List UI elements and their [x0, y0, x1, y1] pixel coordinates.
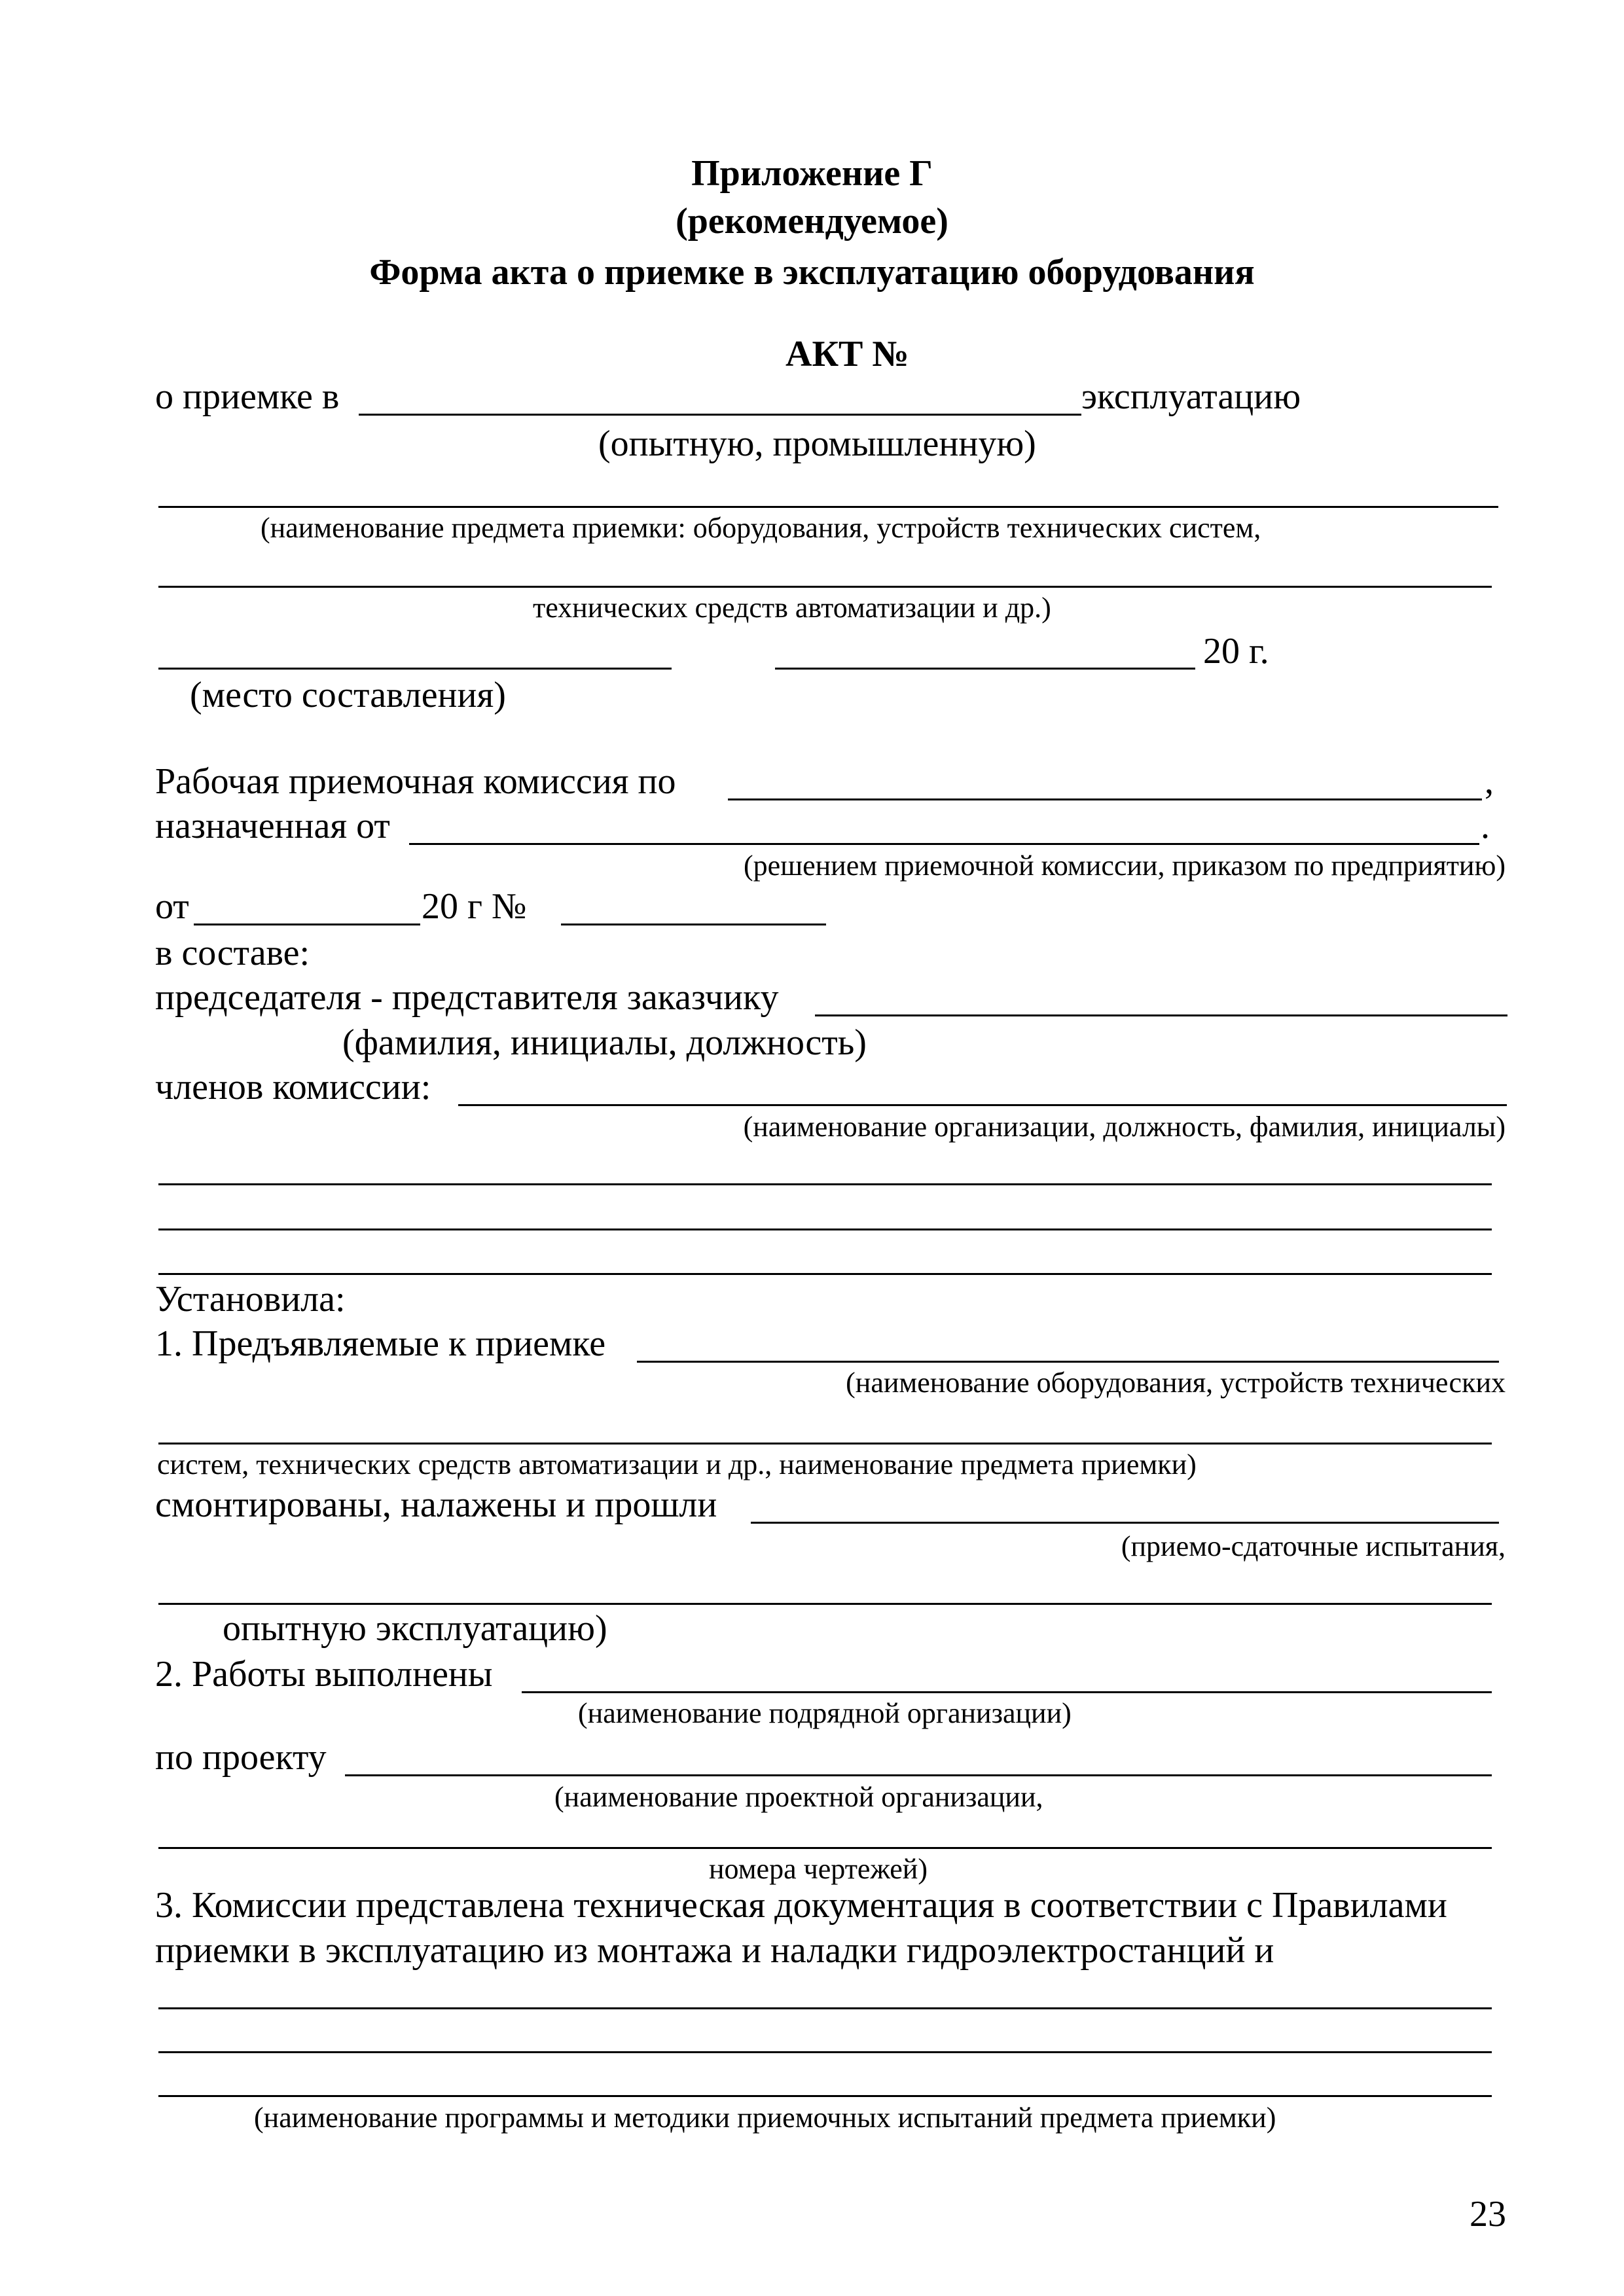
members-blank-line-3 — [158, 1229, 1492, 1230]
item3-line-1: 3. Комиссии представлена техническая документация в соответствии с Правилами — [155, 1885, 1447, 1926]
subject-blank-line-2 — [158, 586, 1492, 588]
appendix-status: (рекомендуемое) — [676, 201, 948, 242]
item2-hint: (наименование подрядной организации) — [578, 1697, 1072, 1729]
established-label: Установила: — [155, 1279, 346, 1319]
working-commission-blank-line — [728, 798, 1482, 800]
mounted-hint: (приемо-сдаточные испытания, — [1121, 1530, 1506, 1562]
item2-prefix: 2. Работы выполнены — [155, 1654, 493, 1695]
intro-hint: (опытную, промышленную) — [598, 423, 1036, 464]
from-mid: 20 г № — [422, 886, 527, 927]
from-number-blank-line — [561, 924, 826, 925]
working-commission-prefix: Рабочая приемочная комиссия по — [155, 761, 676, 802]
item1-blank-line — [637, 1361, 1499, 1363]
working-commission-comma: , — [1485, 761, 1494, 802]
mounted-blank-line-2 — [158, 1603, 1492, 1605]
place-hint: (место составления) — [190, 675, 506, 715]
item2-blank-line — [522, 1691, 1492, 1693]
members-blank-line — [458, 1104, 1507, 1106]
chairman-prefix: председателя - представителя заказчику — [155, 977, 779, 1018]
appointed-prefix: назначенная от — [155, 806, 390, 846]
program-blank-line-3 — [158, 2095, 1492, 2097]
item1-hint-2: систем, технических средств автоматизации и др., наименование предмета приемки) — [157, 1448, 1197, 1480]
act-title: АКТ № — [785, 334, 909, 374]
mounted-hint-2: опытную эксплуатацию) — [223, 1608, 607, 1649]
members-hint: (наименование организации, должность, фамилия, инициалы) — [743, 1111, 1506, 1143]
intro-suffix: эксплуатацию — [1081, 376, 1301, 417]
subject-blank-line-1 — [158, 506, 1498, 508]
project-blank-line-2 — [158, 1847, 1492, 1849]
subject-hint-1: (наименование предмета приемки: оборудования, устройств технических систем, — [261, 512, 1261, 544]
appointed-period: . — [1481, 806, 1490, 846]
project-hint: (наименование проектной организации, — [554, 1781, 1043, 1813]
place-blank-line — [158, 668, 672, 670]
form-title: Форма акта о приемке в эксплуатацию оборудования — [369, 252, 1255, 293]
program-blank-line-1 — [158, 2007, 1492, 2009]
program-blank-line-2 — [158, 2051, 1492, 2053]
from-prefix: от — [155, 886, 189, 927]
members-blank-line-2 — [158, 1183, 1492, 1185]
intro-prefix: о приемке в — [155, 376, 340, 417]
intro-blank-line — [359, 414, 1081, 416]
program-hint: (наименование программы и методики приемочных испытаний предмета приемки) — [254, 2102, 1276, 2134]
date-blank-line — [775, 668, 1195, 670]
appointed-blank-line — [409, 843, 1479, 845]
appointed-hint: (решением приемочной комиссии, приказом по предприятию) — [744, 850, 1506, 882]
mounted-blank-line — [751, 1522, 1499, 1524]
members-prefix: членов комиссии: — [155, 1067, 431, 1107]
composition-label: в составе: — [155, 933, 310, 973]
chairman-blank-line — [815, 1014, 1507, 1016]
year-suffix: 20 г. — [1203, 631, 1269, 672]
project-prefix: по проекту — [155, 1737, 327, 1778]
page-number: 23 — [1470, 2194, 1506, 2234]
item1-prefix: 1. Предъявляемые к приемке — [155, 1323, 606, 1364]
item3-line-2: приемки в эксплуатацию из монтажа и наладки гидроэлектростанций и — [155, 1930, 1274, 1971]
from-date-blank-line — [194, 924, 420, 925]
project-blank-line — [345, 1774, 1492, 1776]
item1-blank-line-2 — [158, 1443, 1492, 1444]
project-hint-2: номера чертежей) — [709, 1853, 928, 1885]
mounted-prefix: смонтированы, налажены и прошли — [155, 1484, 717, 1525]
item1-hint-1: (наименование оборудования, устройств технических — [846, 1367, 1506, 1399]
subject-hint-2: технических средств автоматизации и др.) — [533, 592, 1051, 624]
chairman-hint: (фамилия, инициалы, должность) — [342, 1022, 867, 1063]
members-blank-line-4 — [158, 1273, 1492, 1275]
appendix-title: Приложение Г — [691, 153, 933, 194]
